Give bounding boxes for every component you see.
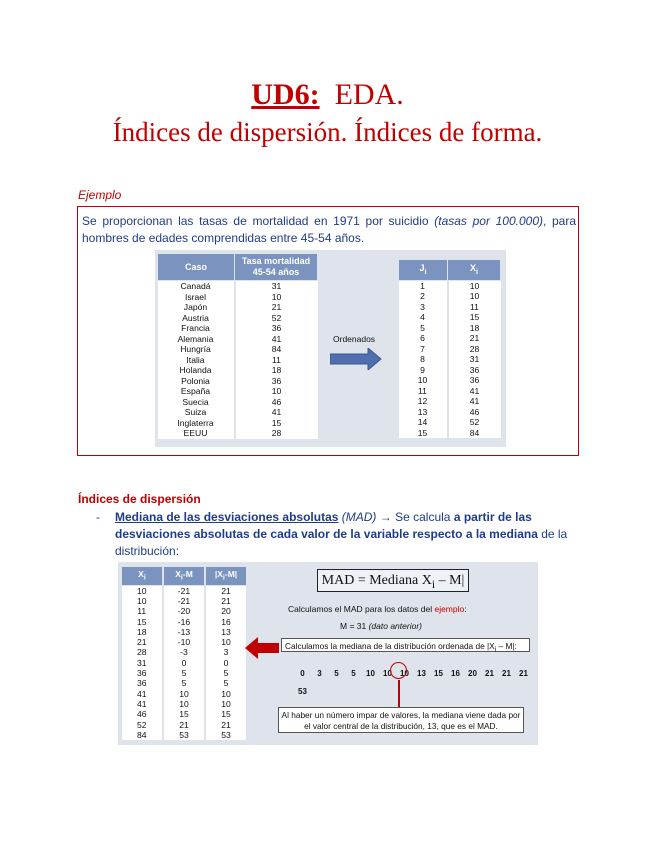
table-row <box>122 617 248 627</box>
xi-minus-m-header: $X_i-M$ <box>163 567 205 586</box>
example-text: Se proporcionan las tasas de mortalidad en 1971 por suicidio (tasas por 100.000), para hombres de edades comprendidas entre 45-54 años. <box>82 214 577 245</box>
table-row <box>399 323 501 334</box>
table-cell: 10 <box>399 375 448 386</box>
table-row <box>122 678 248 688</box>
table-cell: 15 <box>399 428 448 439</box>
table-cell: Japón <box>158 302 235 313</box>
table-cell: 31 <box>448 354 501 365</box>
j-header: $J_i$ <box>399 260 448 281</box>
left-arrow-icon <box>245 637 279 659</box>
sequence-value: 10 <box>400 669 409 678</box>
table-row <box>399 291 501 302</box>
xi-header: $X_i$ <box>122 567 164 586</box>
table-cell: 10 <box>205 699 247 709</box>
table-cell: 28 <box>235 428 318 439</box>
sequence-value: 10 <box>383 669 392 678</box>
table-cell: España <box>158 386 235 397</box>
table-cell: 16 <box>205 617 247 627</box>
table-cell: 13 <box>205 627 247 637</box>
table-cell: Polonia <box>158 376 235 387</box>
table-row <box>399 417 501 428</box>
example-link[interactable]: ejemplo <box>434 604 465 614</box>
table-row <box>122 606 248 616</box>
median-note: Al haber un número impar de valores, la mediana viene dada por el valor central de la distribución, 13, que es el MAD. <box>278 707 524 733</box>
table-row <box>399 333 501 344</box>
table-cell: -3 <box>163 647 205 657</box>
table-cell: 10 <box>448 291 501 302</box>
table-cell: 10 <box>205 689 247 699</box>
table-cell: 21 <box>235 302 318 313</box>
table-row <box>122 699 248 709</box>
table-cell: 7 <box>399 344 448 355</box>
table-cell: Canadá <box>158 281 235 292</box>
table-row <box>158 365 318 376</box>
table-cell: 31 <box>122 658 164 668</box>
table-row <box>122 596 248 606</box>
table-row <box>399 302 501 313</box>
x-header: $X_i$ <box>448 260 501 281</box>
table-row <box>158 281 318 292</box>
table-row <box>122 637 248 647</box>
table-row <box>158 302 318 313</box>
table-row <box>122 668 248 678</box>
table-cell: 36 <box>122 668 164 678</box>
table-cell: Israel <box>158 292 235 303</box>
table-cell: 36 <box>235 376 318 387</box>
table-cell: 21 <box>163 720 205 730</box>
deviation-table <box>121 566 248 740</box>
table-row <box>158 418 318 429</box>
sequence-value: 5 <box>334 669 339 678</box>
table-cell: 5 <box>163 668 205 678</box>
mad-link[interactable]: Mediana de las desviaciones absolutas <box>115 510 339 524</box>
table-row <box>399 428 501 439</box>
table-cell: 52 <box>235 313 318 324</box>
table-row <box>158 334 318 345</box>
table-cell: 28 <box>448 344 501 355</box>
sequence-value: 21 <box>485 669 494 678</box>
table-cell: 41 <box>448 386 501 397</box>
table-cell: 2 <box>399 291 448 302</box>
table-cell: -21 <box>163 585 205 596</box>
table-cell: 52 <box>122 720 164 730</box>
unit-label: UD6: <box>251 78 320 111</box>
table-row <box>122 709 248 719</box>
table-cell: 46 <box>448 407 501 418</box>
ordered-label: Ordenados <box>333 334 376 344</box>
page-subtitle: Índices de dispersión. Índices de forma. <box>112 117 543 147</box>
mad-formula: MAD = Mediana $X_i - M|$ <box>317 569 469 592</box>
table-cell: 41 <box>235 334 318 345</box>
table-cell: 10 <box>122 596 164 606</box>
table-cell: 10 <box>205 637 247 647</box>
table-row <box>158 344 318 355</box>
table-cell: 53 <box>205 730 247 740</box>
sequence-value: 5 <box>351 669 356 678</box>
table-cell: 21 <box>205 585 247 596</box>
table-cell: 21 <box>205 720 247 730</box>
table-cell: 9 <box>399 365 448 376</box>
sequence-value: 21 <box>519 669 528 678</box>
table-cell: -10 <box>163 637 205 647</box>
ordered-table <box>398 259 501 438</box>
table-cell: 21 <box>205 596 247 606</box>
table-cell: Alemania <box>158 334 235 345</box>
table-cell: 20 <box>205 606 247 616</box>
table-cell: 41 <box>122 699 164 709</box>
table-row <box>122 647 248 657</box>
table-cell: 15 <box>235 418 318 429</box>
table-row <box>158 397 318 408</box>
table-cell: 11 <box>122 606 164 616</box>
table-cell: Holanda <box>158 365 235 376</box>
pointer-line <box>398 680 400 707</box>
bullet-dash: - <box>96 510 100 524</box>
table-cell: Suiza <box>158 407 235 418</box>
sequence-value: 20 <box>468 669 477 678</box>
table-cell: 11 <box>448 302 501 313</box>
mad-description: Mediana de las desviaciones absolutas (MAD) → Se calcula a partir de las desviaciones absolutas de cada valor de la variable respecto a la mediana de la distribución: <box>115 510 568 558</box>
table-cell: 52 <box>448 417 501 428</box>
table-row <box>399 396 501 407</box>
table-row <box>158 428 318 439</box>
rate-header: Tasa mortalidad 45-54 años <box>235 254 318 281</box>
sequence-value: 10 <box>366 669 375 678</box>
calc-intro: Calculamos el MAD para los datos del ejemplo: <box>288 604 467 614</box>
table-row <box>158 292 318 303</box>
table-cell: 0 <box>205 658 247 668</box>
table-row <box>399 280 501 291</box>
section-heading: Índices de dispersión <box>78 492 201 506</box>
table-cell: 3 <box>205 647 247 657</box>
table-cell: 41 <box>448 396 501 407</box>
table-cell: 41 <box>122 689 164 699</box>
table-cell: 36 <box>448 365 501 376</box>
calc-median-text: Calculamos la mediana de la distribución ordenada de $|X_i - M|$: <box>281 638 530 652</box>
table-cell: 15 <box>448 312 501 323</box>
example-label: Ejemplo <box>78 188 122 202</box>
table-row <box>122 720 248 730</box>
table-row <box>158 323 318 334</box>
table-cell: 53 <box>163 730 205 740</box>
table-cell: 36 <box>235 323 318 334</box>
table-row <box>399 407 501 418</box>
table-cell: 10 <box>163 689 205 699</box>
table-row <box>399 354 501 365</box>
table-cell: 4 <box>399 312 448 323</box>
table-cell: 15 <box>163 709 205 719</box>
table-cell: Italia <box>158 355 235 366</box>
table-cell: Austria <box>158 313 235 324</box>
table-cell: 11 <box>235 355 318 366</box>
table-cell: 12 <box>399 396 448 407</box>
table-cell: 36 <box>122 678 164 688</box>
table-cell: 46 <box>235 397 318 408</box>
table-cell: 10 <box>235 292 318 303</box>
table-row <box>158 376 318 387</box>
table-row <box>158 386 318 397</box>
table-cell: 28 <box>122 647 164 657</box>
table-cell: -21 <box>163 596 205 606</box>
table-cell: 46 <box>122 709 164 719</box>
table-row <box>122 730 248 740</box>
table-cell: 10 <box>122 585 164 596</box>
sequence-value: 16 <box>451 669 460 678</box>
sequence-value: 21 <box>502 669 511 678</box>
table-row <box>399 312 501 323</box>
table-cell: 31 <box>235 281 318 292</box>
table-cell: 18 <box>122 627 164 637</box>
sequence-value: 0 <box>300 669 305 678</box>
table-cell: 10 <box>235 386 318 397</box>
table-cell: 5 <box>205 668 247 678</box>
table-row <box>399 365 501 376</box>
table-cell: 8 <box>399 354 448 365</box>
table-cell: 21 <box>448 333 501 344</box>
right-arrow-icon <box>330 348 382 370</box>
table-row <box>158 313 318 324</box>
table-row <box>158 407 318 418</box>
table-cell: 10 <box>448 280 501 291</box>
abs-dev-header: $|X_i-M|$ <box>205 567 247 586</box>
table-cell: 0 <box>163 658 205 668</box>
table-cell: 84 <box>235 344 318 355</box>
table-cell: EEUU <box>158 428 235 439</box>
median-value: M = 31 (dato anterior) <box>340 621 422 631</box>
table-cell: Suecia <box>158 397 235 408</box>
sequence-value: 53 <box>298 687 307 696</box>
table-row <box>122 585 248 596</box>
table-row <box>399 344 501 355</box>
table-cell: 15 <box>205 709 247 719</box>
page-title <box>0 78 655 112</box>
table-cell: 36 <box>448 375 501 386</box>
table-cell: 41 <box>235 407 318 418</box>
table-row <box>122 689 248 699</box>
table-cell: 5 <box>205 678 247 688</box>
median-circle <box>390 662 407 679</box>
table-cell: -16 <box>163 617 205 627</box>
table-row <box>122 627 248 637</box>
table-cell: 84 <box>448 428 501 439</box>
sequence-value: 15 <box>434 669 443 678</box>
table-cell: 14 <box>399 417 448 428</box>
table-cell: 1 <box>399 280 448 291</box>
table-cell: 21 <box>122 637 164 647</box>
table-row <box>122 658 248 668</box>
topic-label: EDA. <box>334 78 404 111</box>
table-cell: -13 <box>163 627 205 637</box>
table-cell: 5 <box>163 678 205 688</box>
table-cell: Inglaterra <box>158 418 235 429</box>
country-header: Caso <box>158 254 235 281</box>
sequence-value: 13 <box>417 669 426 678</box>
sorted-sequence <box>296 663 536 699</box>
table-cell: 11 <box>399 386 448 397</box>
table-cell: 10 <box>163 699 205 709</box>
table-cell: 6 <box>399 333 448 344</box>
table-row <box>158 355 318 366</box>
table-cell: 18 <box>235 365 318 376</box>
table-cell: 5 <box>399 323 448 334</box>
table-row <box>399 375 501 386</box>
table-cell: Francia <box>158 323 235 334</box>
table-cell: 15 <box>122 617 164 627</box>
table-cell: -20 <box>163 606 205 616</box>
table-row <box>399 386 501 397</box>
table-cell: 84 <box>122 730 164 740</box>
table-cell: Hungría <box>158 344 235 355</box>
table-cell: 18 <box>448 323 501 334</box>
table-cell: 13 <box>399 407 448 418</box>
table-cell: 3 <box>399 302 448 313</box>
rates-table <box>157 253 318 439</box>
sequence-value: 3 <box>317 669 322 678</box>
